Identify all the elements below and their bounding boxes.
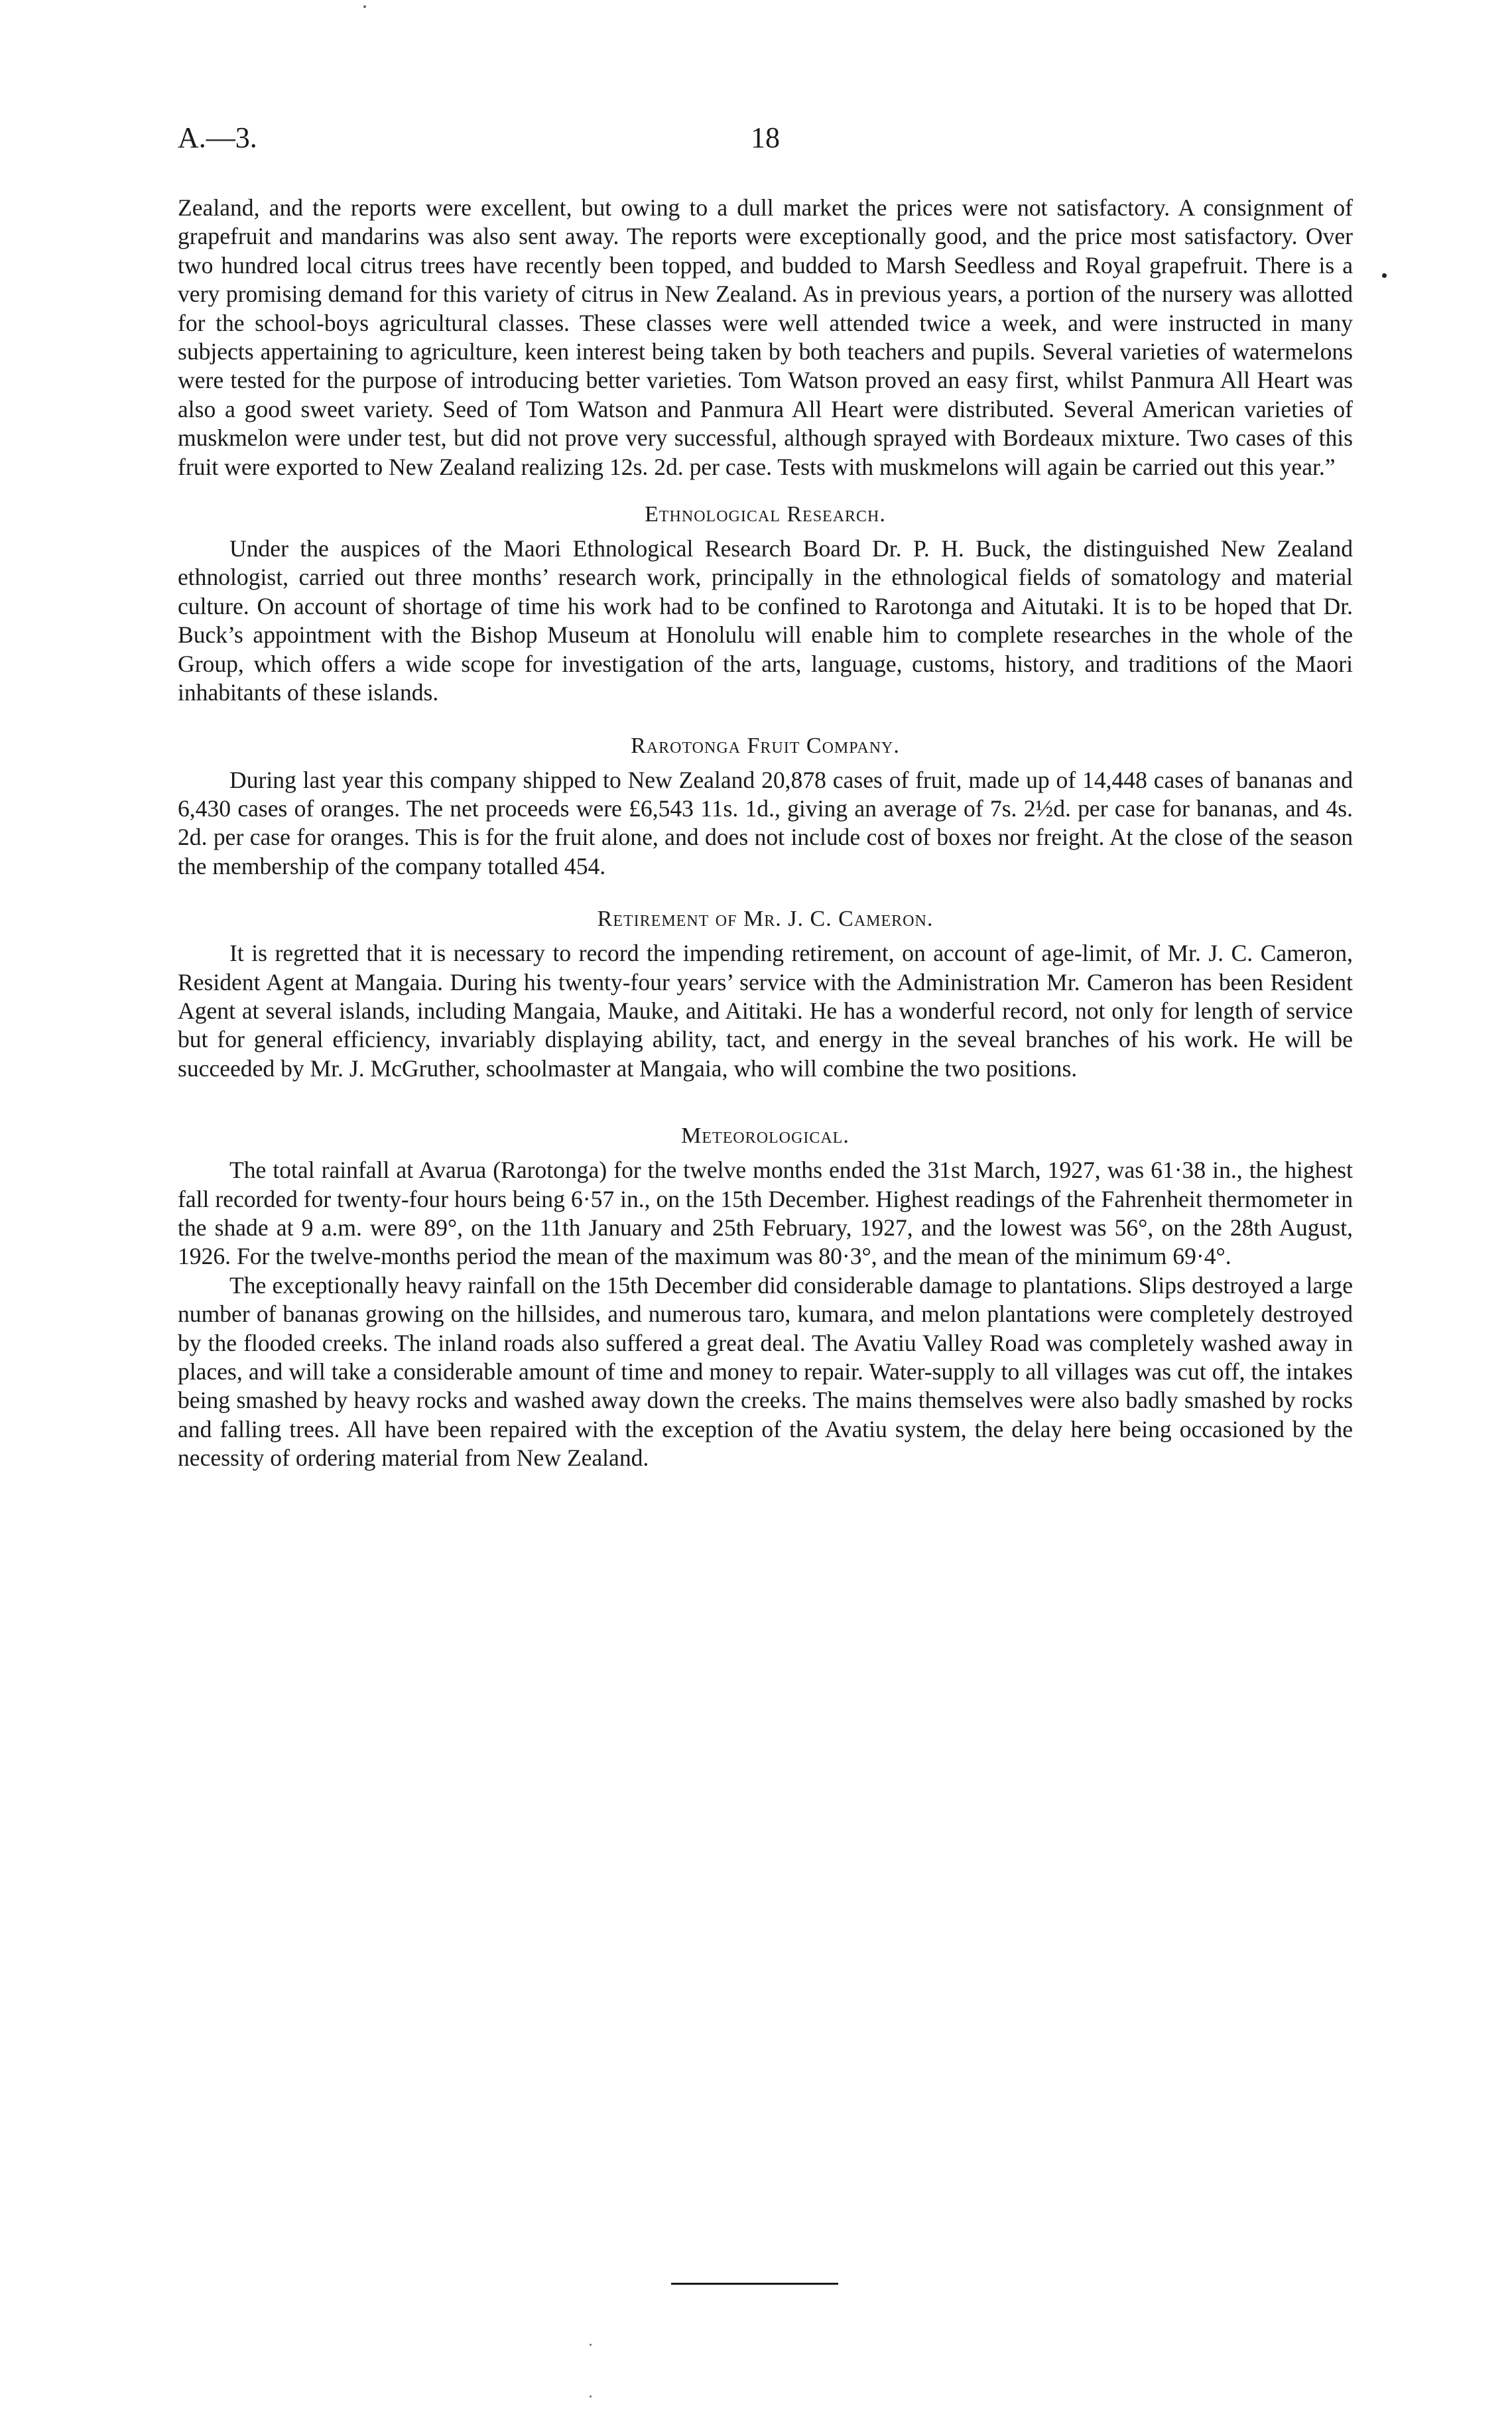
meteorological-paragraph-2: The exceptionally heavy rainfall on the 15th December did considerable damage to plantations. Slips destroyed a large number of bananas growing on the hillsides, and numerous taro, kumara, and melon plantations were completely destroyed by the flooded creeks. The inland roads also suffered a great deal. The Avatiu Valley Road was completely washed away in places, and will take a considerable amount of time and money to repair. Water-supply to all villages was cut off, the intakes being smashed by heavy rocks and washed away down the creeks. The mains themselves were also badly smashed by rocks and falling trees. All have been repaired with the exception of the Avatiu system, the delay here being occasioned by the necessity of ordering material from New Zealand. (178, 1271, 1353, 1472)
scan-speck (590, 2396, 592, 2397)
section-heading-fruit-company: Rarotonga Fruit Company. (631, 733, 900, 758)
section-heading-ethnological: Ethnological Research. (645, 502, 886, 527)
document-code: A.—3. (178, 121, 257, 154)
page-number: 18 (751, 121, 780, 154)
page-body (178, 194, 1353, 1473)
retirement-paragraph: It is regretted that it is necessary to record the impending retirement, on account of age-limit, of Mr. J. C. Cameron, Resident Agent at Mangaia. During his twenty-four years’ service with the Administration Mr. Cameron has been Resident Agent at several islands, including Mangaia, Mauke, and Aititaki. He has a wonderful record, not only for length of service but for general efficiency, invariably displaying ability, tact, and energy in the seveal branches of his work. He will be succeeded by Mr. J. McGruther, schoolmaster at Mangaia, who will combine the two positions. (178, 940, 1353, 1082)
scan-speck (363, 5, 366, 8)
section-heading-retirement: Retirement of Mr. J. C. Cameron. (597, 907, 934, 932)
running-head (178, 118, 1353, 158)
meteorological-paragraph-1: The total rainfall at Avarua (Rarotonga) for the twelve months ended the 31st March, 1927, was 61·38 in., the highest fall recorded for twenty-four hours being 6·57 in., on the 15th December. Highest readings of the Fahrenheit thermometer in the shade at 9 a.m. were 89°, on the 11th January and 25th February, 1927, and the lowest was 56°, on the 28th August, 1926. For the twelve-months period the mean of the maximum was 80·3°, and the mean of the minimum 69·4°. (178, 1157, 1353, 1270)
scan-speck (1382, 273, 1387, 278)
fruit-company-paragraph: During last year this company shipped to New Zealand 20,878 cases of fruit, made up of 14,448 cases of bananas and 6,430 cases of oranges. The net proceeds were £6,543 11s. 1d., giving an average of 7s. 2½d. per case for bananas, and 4s. 2d. per case for oranges. This is for the fruit alone, and does not include cost of boxes nor freight. At the close of the season the membership of the company totalled 454. (178, 766, 1353, 879)
scan-speck (590, 2344, 592, 2346)
continued-paragraph: Zealand, and the reports were excellent, but owing to a dull market the prices were not satisfactory. A consignment of grapefruit and mandarins was also sent away. The reports were exceptionally good, and the price most satisfactory. Over two hundred local citrus trees have recently been topped, and budded to Marsh Seedless and Royal grapefruit. There is a very promising demand for this variety of citrus in New Zealand. As in previous years, a portion of the nursery was allotted for the school-boys agricultural classes. These classes were well attended twice a week, and were instructed in many subjects appertaining to agriculture, keen interest being taken by both teachers and pupils. Several varieties of watermelons were tested for the purpose of introducing better varieties. Tom Watson proved an easy first, whilst Panmura All Heart was also a good sweet variety. Seed of Tom Watson and Panmura All Heart were distributed. Several American varieties of muskmelon were under test, but did not prove very successful, although sprayed with Bordeaux mixture. Two cases of this fruit were exported to New Zealand realizing 12s. 2d. per case. Tests with muskmelons will again be carried out this year.” (178, 194, 1353, 480)
ethnological-paragraph: Under the auspices of the Maori Ethnological Research Board Dr. P. H. Buck, the distinguished New Zealand ethnologist, carried out three months’ research work, principally in the ethnological fields of somatology and material culture. On account of shortage of time his work had to be confined to Rarotonga and Aitutaki. It is to be hoped that Dr. Buck’s appointment with the Bishop Museum at Honolulu will enable him to complete researches in the whole of the Group, which offers a wide scope for investigation of the arts, language, customs, history, and traditions of the Maori inhabitants of these islands. (178, 535, 1353, 706)
closing-rule (671, 2283, 838, 2285)
section-heading-meteorological: Meteorological. (681, 1123, 850, 1149)
